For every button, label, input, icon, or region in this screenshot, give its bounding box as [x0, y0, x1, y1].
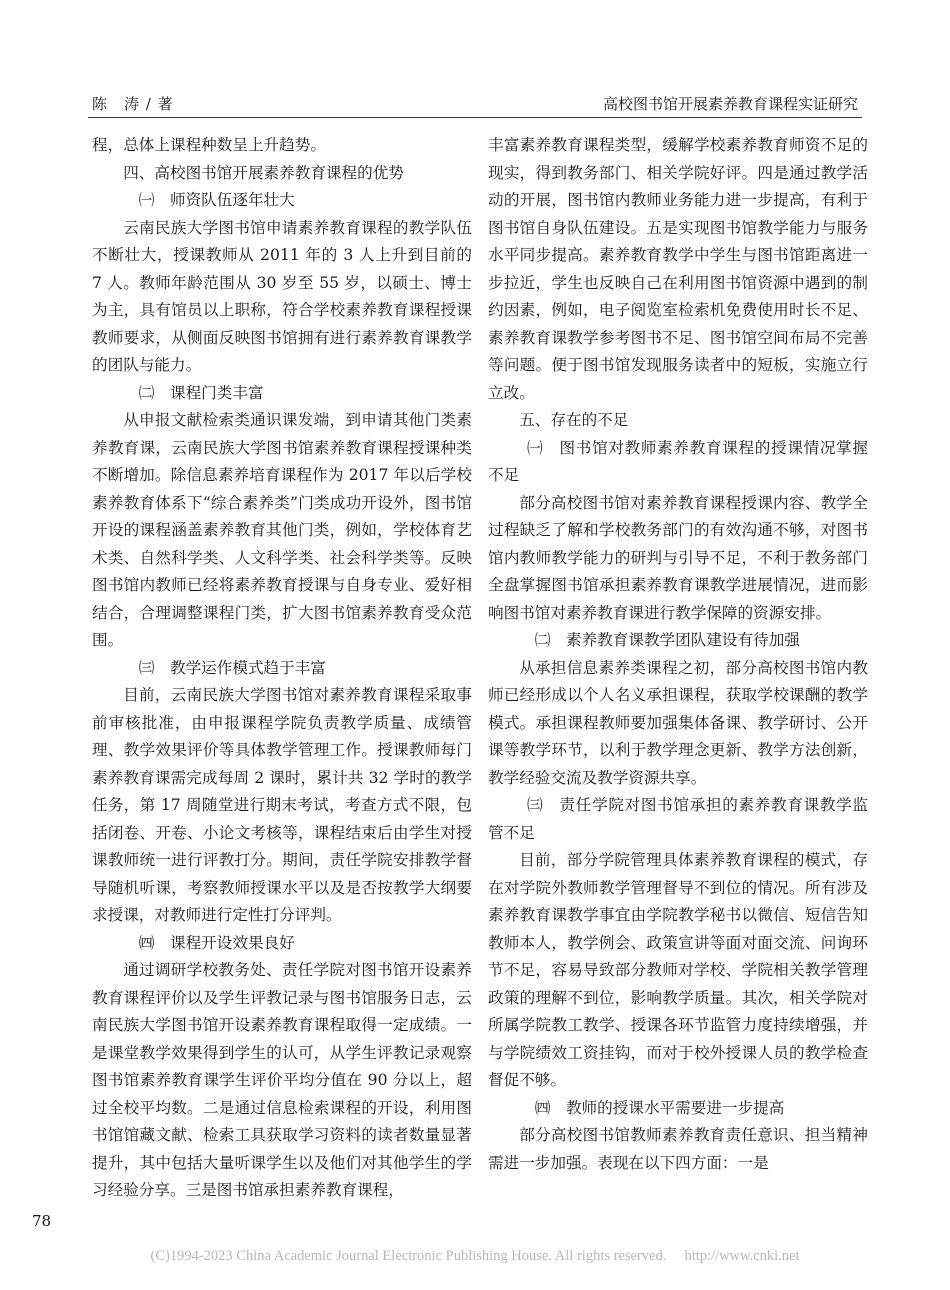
- section-heading: 五、存在的不足: [519, 411, 629, 429]
- subsection-heading: ㈡ 课程门类丰富: [138, 383, 264, 402]
- paragraph: 从承担信息素养类课程之初，部分高校图书馆内教师已经形成以个人名义承担课程，获取学校课酬的教学模式。承担课程教师要加强集体备课、教学研讨、公开课等教学环节，以利于教学理念更新、教学方法创新，教学经验交流及教学资源共享。: [488, 658, 868, 787]
- paragraph: 目前，云南民族大学图书馆对素养教育课程采取事前审核批准，由申报课程学院负责教学质量、成绩管理、教学效果评价等具体教学管理工作。授课教师每门素养教育课需完成每周 2 课时，累计共 32 学时的教学任务，第 17 周随堂进行期末考试，考查方式不限，包括闭卷、开卷、小论文考核等，课程结束后由学生对授课教师统一进行评教打分。期间，责任学院安排教学督导随机听课，考察教师授课水平以及是否按教学大纲要求授课，对教师进行定性打分评判。: [92, 686, 472, 924]
- left-column: [92, 132, 472, 1205]
- header-divider: [88, 117, 862, 118]
- paragraph: 云南民族大学图书馆申请素养教育课程的教学队伍不断壮大，授课教师从 2011 年的 3 人上升到目前的 7 人。教师年龄范围从 30 岁至 55 岁，以硕士、博士为主，具有馆员以上职称，符合学校素养教育课程授课教师要求，从侧面反映图书馆拥有进行素养教育课教学的团队与能力。: [92, 218, 472, 374]
- subsection-heading: ㈠ 师资队伍逐年壮大: [138, 191, 295, 209]
- copyright-footer: (C)1994-2023 China Academic Journal Electronic Publishing House. All rights reserved. http://www.cnki.net: [150, 1248, 800, 1264]
- page-number: 78: [32, 1212, 52, 1230]
- paragraph: 目前，部分学院管理具体素养教育课程的模式，存在对学院外教师教学管理督导不到位的情况。所有涉及素养教育课教学事宜由学院教学秘书以微信、短信告知教师本人，教学例会、政策宣讲等面对面交流、问询环节不足，容易导致部分教师对学校、学院相关教学管理政策的理解不到位，影响教学质量。其次，相关学院对所属学院教工教学、授课各环节监管力度持续增强，并与学院绩效工资挂钩，而对于校外授课人员的教学检查督促不够。: [488, 851, 868, 1089]
- paragraph: 部分高校图书馆对素养教育课程授课内容、教学全过程缺乏了解和学校教务部门的有效沟通不够，对图书馆内教师教学能力的研判与引导不足，不利于教务部门全盘掌握图书馆承担素养教育课教学进展情况，进而影响图书馆对素养教育课进行教学保障的资源安排。: [488, 493, 868, 622]
- paragraph: 丰富素养教育课程类型，缓解学校素养教育师资不足的现实，得到教务部门、相关学院好评。四是通过教学活动的开展，图书馆内教师业务能力进一步提高，有利于图书馆自身队伍建设。五是实现图书馆教学能力与服务水平同步提高。素养教育教学中学生与图书馆距离进一步拉近，学生也反映自己在利用图书馆资源中遇到的制约因素，例如，电子阅览室检索机免费使用时长不足、素养教育课教学参考图书不足、图书馆空间布局不完善等问题。便于图书馆发现服务读者中的短板，实施立行立改。: [488, 136, 868, 402]
- section-heading: 四、高校图书馆开展素养教育课程的优势: [123, 163, 404, 182]
- subsection-heading: ㈠ 图书馆对教师素养教育课程的授课情况掌握不足: [488, 438, 868, 484]
- right-column: [488, 132, 868, 1177]
- subsection-heading: ㈣ 教师的授课水平需要进一步提高: [534, 1098, 785, 1117]
- subsection-heading: ㈡ 素养教育课教学团队建设有待加强: [534, 631, 800, 649]
- subsection-heading: ㈢ 责任学院对图书馆承担的素养教育课教学监管不足: [488, 796, 868, 842]
- paragraph: 程，总体上课程种数呈上升趋势。: [92, 136, 326, 154]
- subsection-heading: ㈢ 教学运作模式趋于丰富: [138, 658, 326, 677]
- header-author: 陈 涛 / 著: [92, 95, 174, 113]
- subsection-heading: ㈣ 课程开设效果良好: [138, 933, 295, 952]
- paragraph: 部分高校图书馆教师素养教育责任意识、担当精神需进一步加强。表现在以下四方面：一是: [488, 1126, 868, 1172]
- paragraph: 从申报文献检索类通识课发端，到申请其他门类素养教育课，云南民族大学图书馆素养教育课程授课种类不断增加。除信息素养培育课程作为 2017 年以后学校素养教育体系下“综合素养类”门类成功开设外，图书馆开设的课程涵盖素养教育其他门类，例如，学校体育艺术类、自然科学类、人文科学类、社会科学类等。反映图书馆内教师已经将素养教育授课与自身专业、爱好相结合，合理调整课程门类，扩大图书馆素养教育受众范围。: [92, 411, 472, 649]
- paragraph: 通过调研学校教务处、责任学院对图书馆开设素养教育课程评价以及学生评教记录与图书馆服务日志，云南民族大学图书馆开设素养教育课程取得一定成绩。一是课堂教学效果得到学生的认可，从学生评教记录观察图书馆素养教育课学生评价平均分值在 90 分以上，超过全校平均数。二是通过信息检索课程的开设，利用图书馆馆藏文献、检索工具获取学习资料的读者数量显著提升，其中包括大量听课学生以及他们对其他学生的学习经验分享。三是图书馆承担素养教育课程，: [92, 961, 472, 1199]
- header-book-title: 高校图书馆开展素养教育课程实证研究: [602, 95, 858, 113]
